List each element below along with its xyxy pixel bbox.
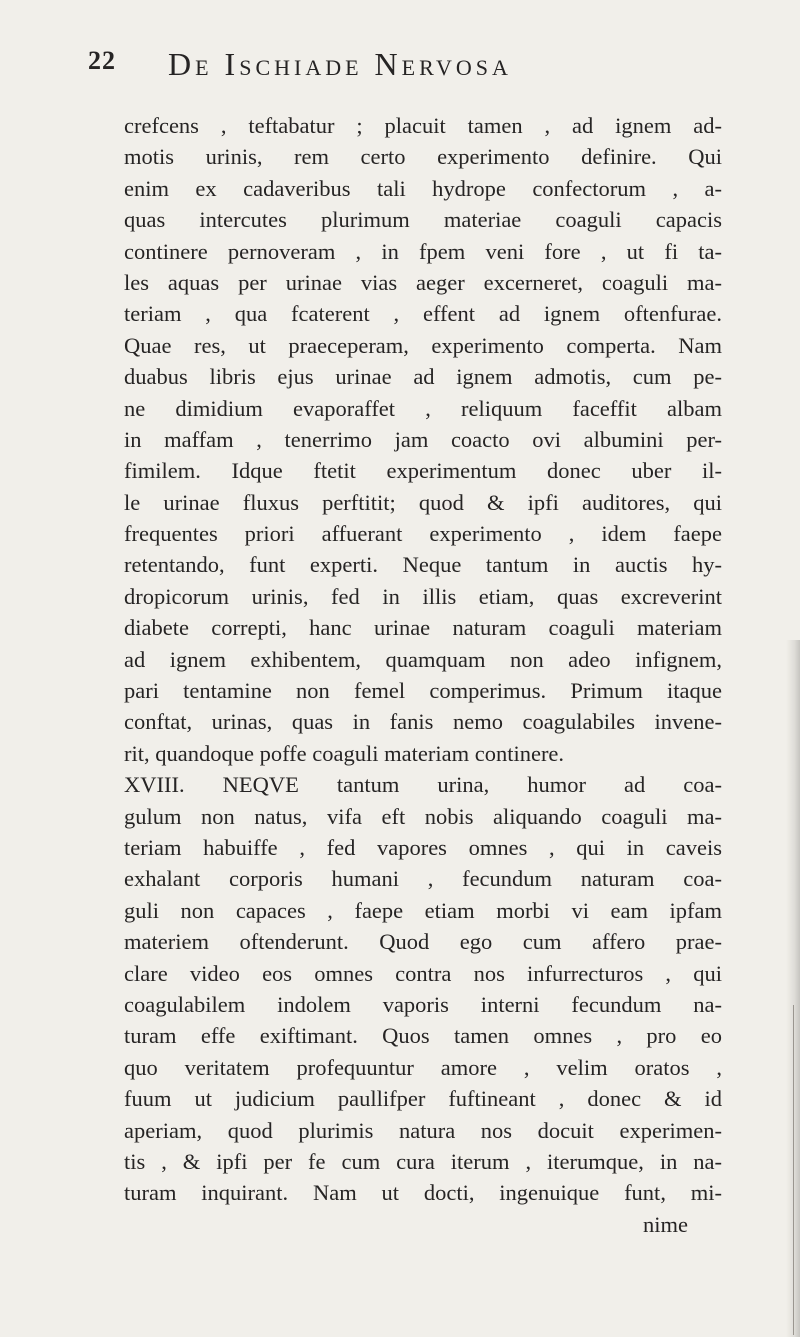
catchword: nime (643, 1211, 688, 1237)
running-title: De Ischiade Nervosa (168, 46, 512, 82)
text-line: clare video eos omnes contra nos infurrecturos , qui (124, 960, 722, 986)
text-line: in maffam , tenerrimo jam coacto ovi albumini per- (124, 426, 722, 452)
text-line: coagulabilem indolem vaporis interni fecundum na- (124, 991, 722, 1017)
text-line: exhalant corporis humani , fecundum naturam coa- (124, 866, 722, 892)
text-line: Quae res, ut praeceperam, experimento comperta. Nam (124, 332, 722, 358)
text-line: continere pernoveram , in fpem veni fore , ut fi ta- (124, 238, 722, 264)
text-line: quo veritatem profequuntur amore , velim oratos , (124, 1054, 722, 1080)
running-head (88, 46, 698, 98)
text-line: turam inquirant. Nam ut docti, ingenuique funt, mi- (124, 1180, 722, 1206)
text-line: les aquas per urinae vias aeger excerneret, coaguli ma- (124, 269, 722, 295)
body-text (124, 110, 722, 1240)
text-line: gulum non natus, vifa eft nobis aliquando coaguli ma- (124, 803, 722, 829)
text-line: teriam habuiffe , fed vapores omnes , qui in caveis (124, 834, 722, 860)
text-line: frequentes priori affuerant experimento , idem faepe (124, 521, 722, 547)
text-line: materiem oftenderunt. Quod ego cum affero prae- (124, 929, 722, 955)
text-line: dropicorum urinis, fed in illis etiam, quas excreverint (124, 583, 722, 609)
text-line: fimilem. Idque ftetit experimentum donec uber il- (124, 458, 722, 484)
text-line: ad ignem exhibentem, quamquam non adeo infignem, (124, 646, 722, 672)
text-line: teriam , qua fcaterent , effent ad ignem oftenfurae. (124, 301, 722, 327)
section-heading-line: XVIII. NEQVE tantum urina, humor ad coa- (124, 772, 722, 798)
text-line: aperiam, quod plurimis natura nos docuit experimen- (124, 1117, 722, 1143)
text-line: conftat, urinas, quas in fanis nemo coagulabiles invene- (124, 709, 722, 735)
text-line: le urinae fluxus perftitit; quod & ipfi auditores, qui (124, 489, 722, 515)
text-line: duabus libris ejus urinae ad ignem admotis, cum pe- (124, 364, 722, 390)
text-line: turam effe exiftimant. Quos tamen omnes , pro eo (124, 1023, 722, 1049)
text-line: pari tentamine non femel comperimus. Primum itaque (124, 678, 722, 704)
text-line: fuum ut judicium paullifper fuftineant , donec & id (124, 1086, 722, 1112)
text-line: ne dimidium evaporaffet , reliquum faceffit albam (124, 395, 722, 421)
text-line: diabete correpti, hanc urinae naturam coaguli materiam (124, 615, 722, 641)
text-line: motis urinis, rem certo experimento definire. Qui (124, 144, 722, 170)
text-line: crefcens , teftabatur ; placuit tamen , ad ignem ad- (124, 113, 722, 138)
text-line: enim ex cadaveribus tali hydrope confectorum , a- (124, 175, 722, 201)
text-line: retentando, funt experti. Neque tantum in auctis hy- (124, 552, 722, 578)
text-line: rit, quandoque poffe coaguli materiam continere. (124, 740, 565, 766)
text-line: quas intercutes plurimum materiae coaguli capacis (124, 207, 722, 233)
text-line: tis , & ipfi per fe cum cura iterum , iterumque, in na- (124, 1148, 722, 1174)
page-edge-line (793, 1005, 794, 1335)
text-line: guli non capaces , faepe etiam morbi vi eam ipfam (124, 897, 722, 923)
page-number: 22 (88, 46, 116, 75)
